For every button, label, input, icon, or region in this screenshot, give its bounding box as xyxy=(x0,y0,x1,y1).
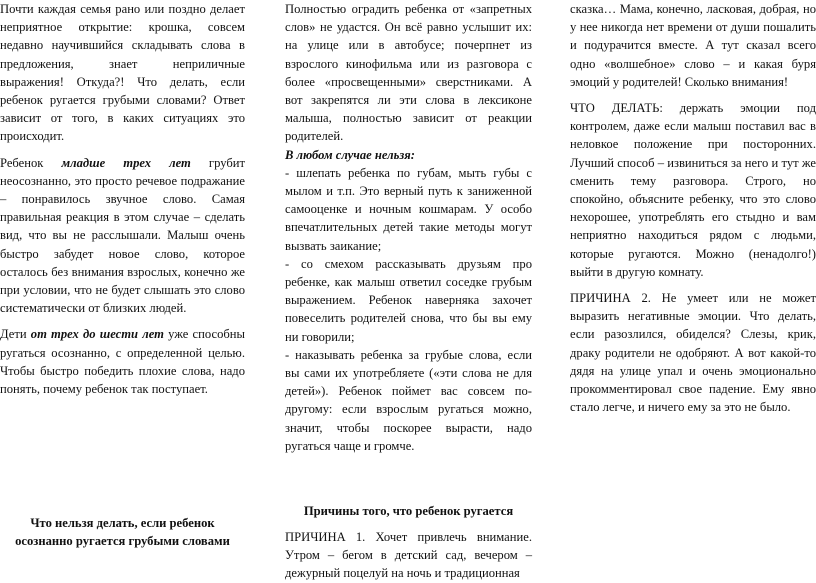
reason-1-paragraph: ПРИЧИНА 1. Хочет привлечь внимание. Утром – бегом в детский сад, вечером – дежурный поцелуй на ночь и традиционная xyxy=(285,530,532,581)
section-heading-reasons: Причины того, что ребенок ругается xyxy=(303,504,514,518)
under-three-paragraph xyxy=(0,154,245,318)
reason-1-block xyxy=(285,528,532,583)
intro-paragraph: Почти каждая семья рано или поздно делает неприятное открытие: крошка, совсем недавно научившийся складывать слова в предложения, знает неприличные выражения! Откуда?! Что делать, если ребенок ругается грубыми словами? Ответ зависит от того, в каких ситуациях это происходит. xyxy=(0,2,245,144)
column-1 xyxy=(0,0,245,398)
fairy-tale-paragraph: сказка… Мама, конечно, ласковая, добрая, но у нее никогда нет времени от души пошалить и подурачится вместе. А тут сказал всего одно «волшебное» слово – и какая буря эмоций у родителей! Сколько внимания! xyxy=(570,2,816,89)
forbidden-item-3: - наказывать ребенка за грубые слова, если вы сами их употребляете («эти слова не для детей»). Ребенок поймет вас совсем по-другому: если взрослым ругаться можно, значит, чтобы поскорее вырасти, надо ругаться чаще и громче. xyxy=(285,347,532,453)
forbidden-item-2: - со смехом рассказывать друзьям про ребенке, как малыш ответил соседке грубым выражением. Ребенок наверняка захочет повеселить родителей снова, что бы вы ему ни говорили; xyxy=(285,256,532,344)
under-three-body: грубит неосознанно, это просто речевое подражание – понравилось звучное слово. Самая правильная реакция в этом случае – сделать вид, что вы не расслышали. Малыш очень быстро забудет новое слово, которое осталось без внимания взрослых, конечно же при условии, что не будет слышать это слово систематически от близких людей. xyxy=(0,155,245,316)
three-to-six-lead: Дети xyxy=(0,327,31,342)
reason-2-paragraph: ПРИЧИНА 2. Не умеет или не может выразить негативные эмоции. Что делать, если разозлился, обиделся? Слезы, крик, драку родители не одобряют. А вот какой-то дядя на улице упал и очень эмоционально прокомментировал свое падение. Ему явно стало легче, и ничего ему за это не было. xyxy=(570,291,816,415)
forbidden-item-1: - шлепать ребенка по губам, мыть губы с мылом и т.п. Это верный путь к заниженной самооценке и ночным кошмарам. У особо впечатлительных детей такие методы могут вызвать заикание; xyxy=(285,165,532,253)
under-three-lead: Ребенок xyxy=(0,155,62,170)
three-to-six-emphasis: от трех до шести лет xyxy=(30,327,164,342)
what-to-do-paragraph: ЧТО ДЕЛАТЬ: держать эмоции под контролем, даже если малыш поставил вас в неловкое положение при посторонних. Лучший способ – извиниться за него и тут же сменить тему разговора. Строго, но спокойно, объясните ребенку, что это слово нехорошее, употреблять его стыдно и вам неприятно находиться рядом с людьми, которые ругаются. Можно (ненадолго!) выйти в другую комнату. xyxy=(570,101,816,279)
under-three-emphasis: младше трех лет xyxy=(61,155,191,170)
section-heading-forbidden: Что нельзя делать, если ребенок осознанно ругается грубыми словами xyxy=(15,516,230,549)
forbidden-subheading: В любом случае нельзя: xyxy=(285,147,415,162)
protect-paragraph: Полностью оградить ребенка от «запретных слов» не удастся. Он всё равно услышит их: на улице или в автобусе; почерпнет из взрослого кинофильма или из разговора с более «просвещенными» сверстниками. А вот закрепятся ли эти слова в лексиконе малыша, полностью зависит от реакции родителей. xyxy=(285,2,532,144)
column-2 xyxy=(285,0,532,455)
column-3 xyxy=(570,0,816,416)
three-to-six-body: уже способны ругаться осознанно, с определенной целью. Чтобы быстро победить плохие слова, надо понять, почему ребенок так поступает. xyxy=(0,327,245,397)
three-to-six-paragraph xyxy=(0,325,245,398)
